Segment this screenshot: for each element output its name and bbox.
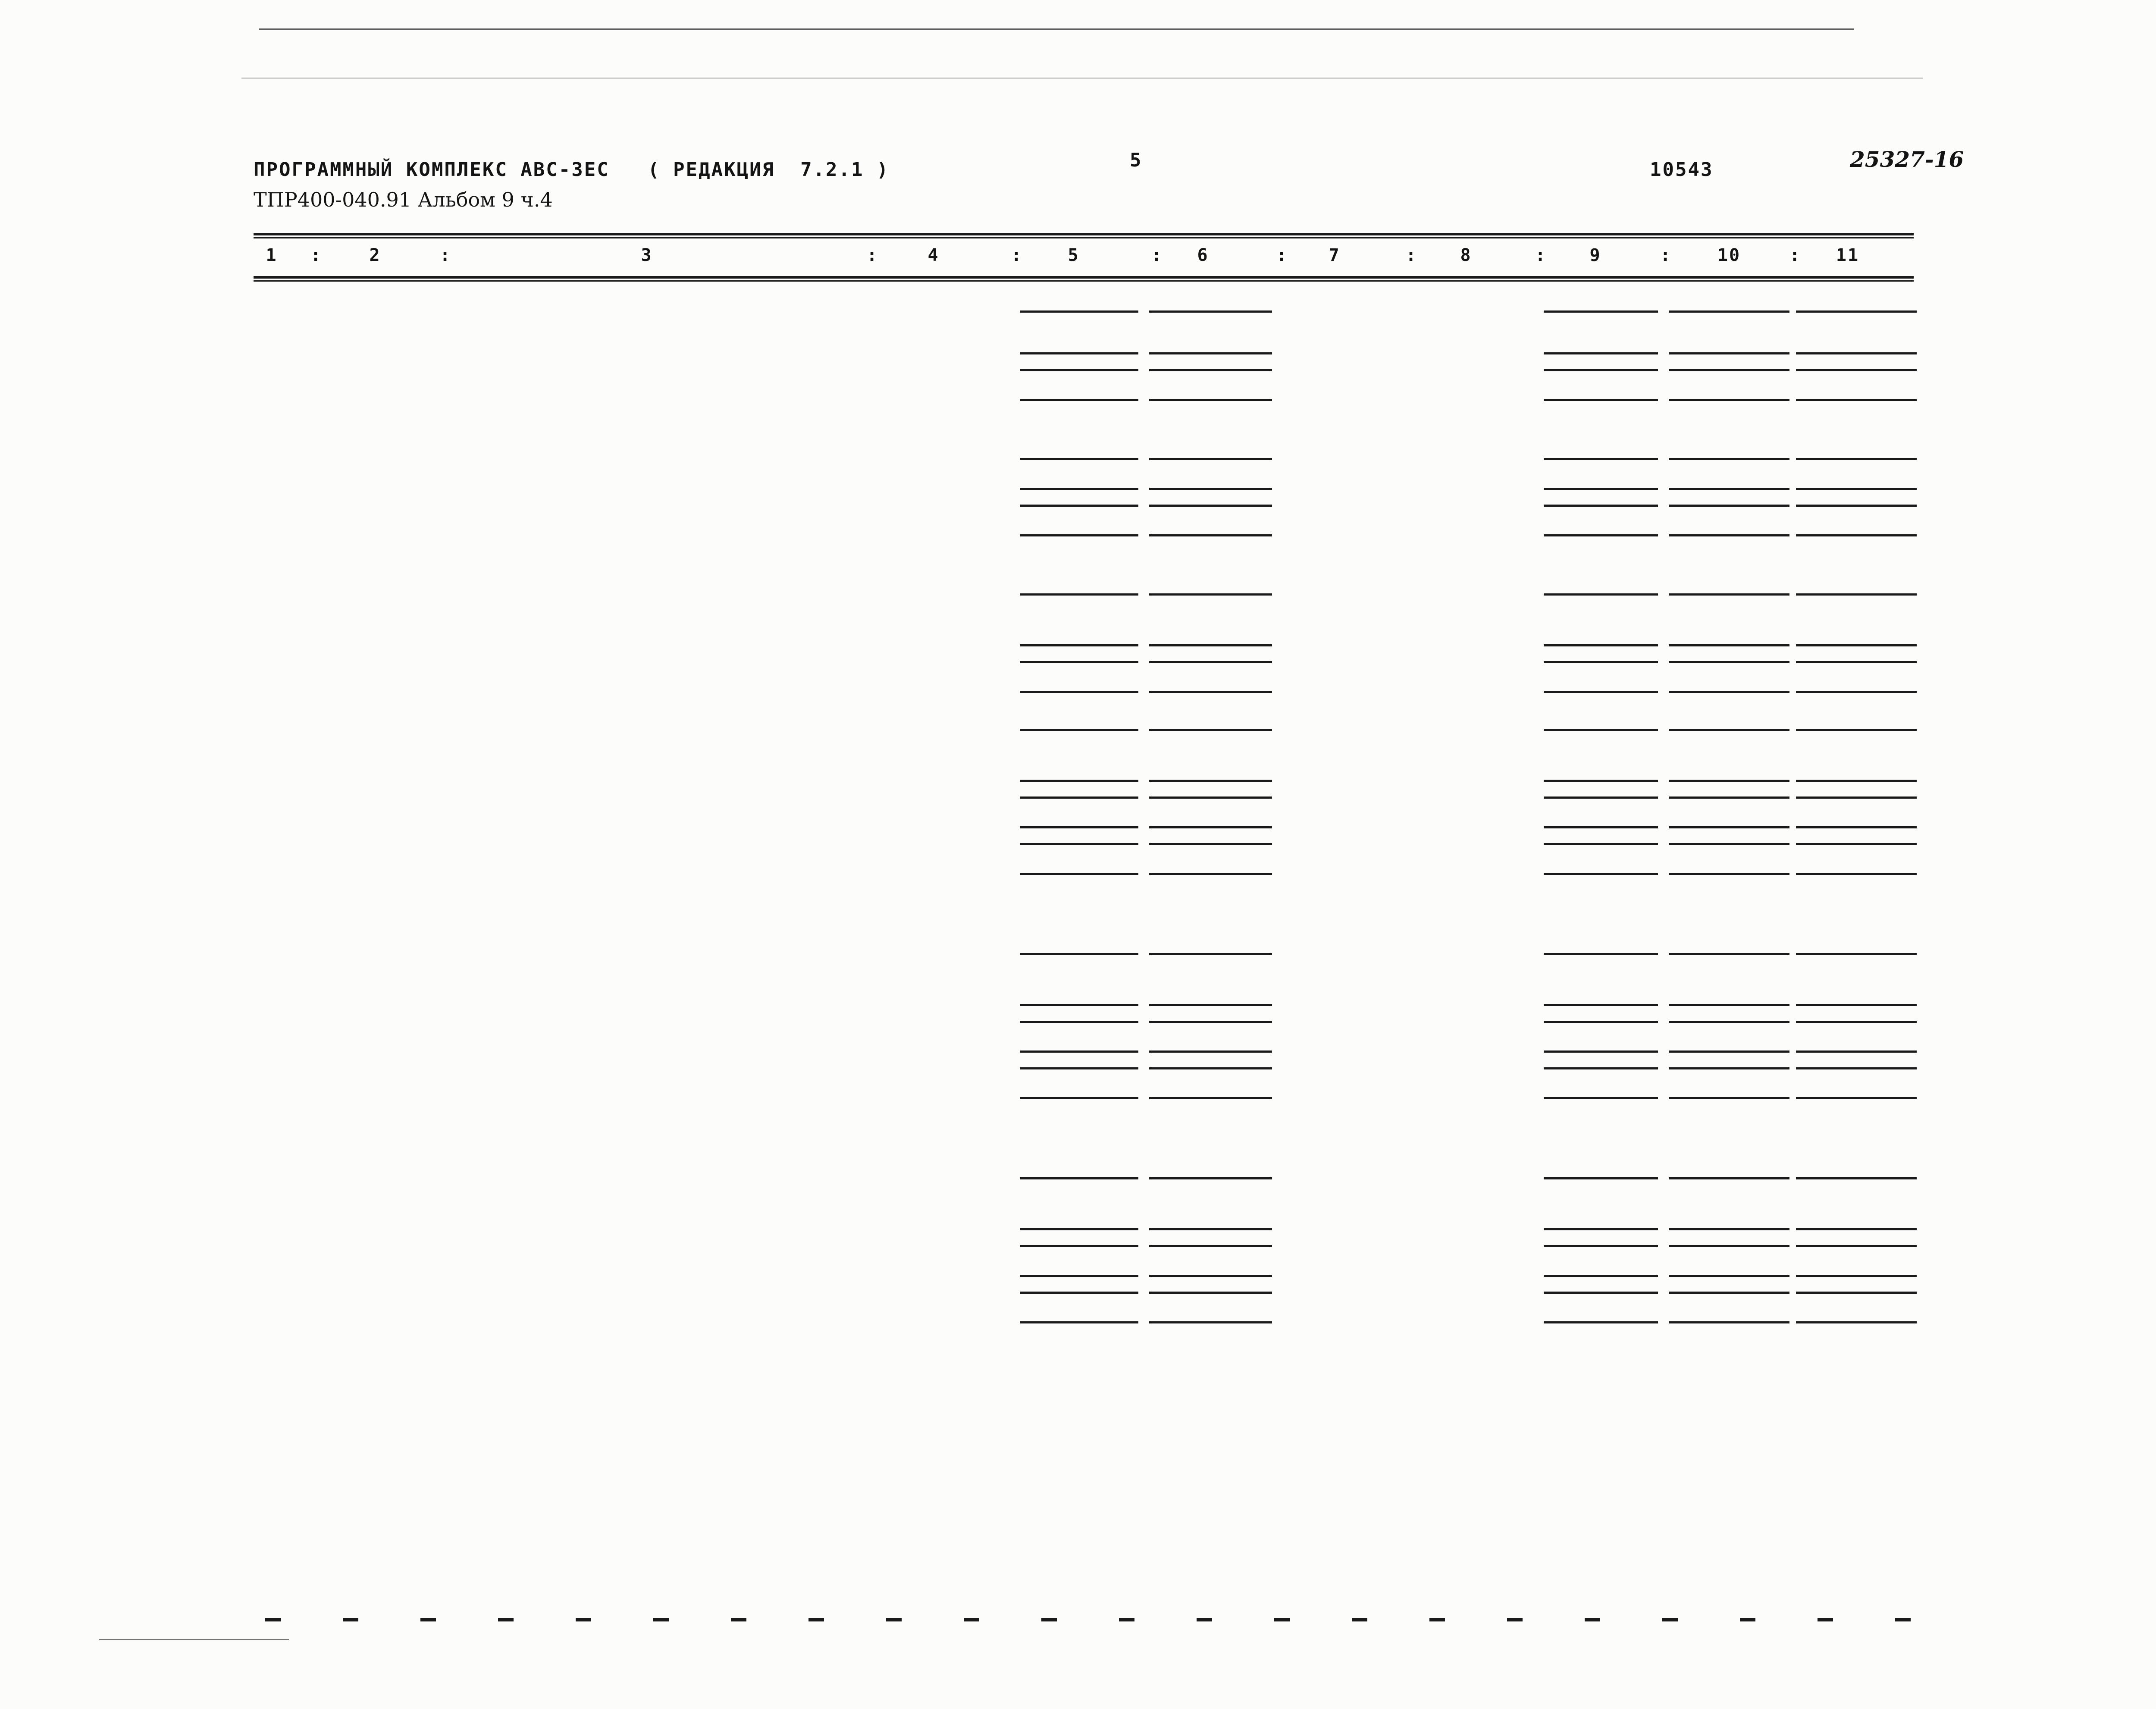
value-rule	[1796, 1292, 1917, 1294]
value-rule	[1669, 661, 1789, 663]
value-rule	[1149, 644, 1272, 646]
value-rule	[1149, 593, 1272, 596]
handwritten-stamp: 25327-16	[1850, 147, 1964, 172]
value-rule	[1796, 1021, 1917, 1023]
value-rule	[1669, 691, 1789, 693]
value-rule	[1669, 352, 1789, 354]
column-separator: :	[310, 245, 323, 265]
value-rule	[1544, 1050, 1658, 1053]
column-header: 9	[1589, 245, 1601, 265]
bottom-dash	[343, 1618, 358, 1621]
value-rule	[1796, 691, 1917, 693]
value-rule	[1669, 369, 1789, 371]
value-rule	[1796, 369, 1917, 371]
value-rule	[1149, 310, 1272, 313]
value-rule	[1796, 1321, 1917, 1323]
value-rule	[1020, 352, 1138, 354]
value-rule	[1020, 1177, 1138, 1179]
table-top-rule	[254, 237, 1914, 238]
value-rule	[1149, 843, 1272, 845]
value-rule	[1796, 873, 1917, 875]
value-rule	[1796, 780, 1917, 782]
value-rule	[1149, 458, 1272, 460]
program-line: ПРОГРАММНЫЙ КОМПЛЕКС АВС-3ЕС ( РЕДАКЦИЯ 7.2.1 )	[254, 159, 890, 181]
value-rule	[1020, 310, 1138, 313]
bottom-dash	[1818, 1618, 1833, 1621]
value-rule	[1669, 796, 1789, 799]
value-rule	[1149, 1004, 1272, 1006]
bottom-dash	[498, 1618, 514, 1621]
column-header: 3	[641, 245, 653, 265]
column-header: 11	[1836, 245, 1860, 265]
table-header-rule	[254, 276, 1914, 279]
value-rule	[1796, 1275, 1917, 1277]
scan-top-line	[259, 28, 1854, 30]
value-rule	[1544, 1228, 1658, 1230]
column-separator: :	[440, 245, 452, 265]
value-rule	[1796, 458, 1917, 460]
value-rule	[1544, 399, 1658, 401]
value-rule	[1796, 729, 1917, 731]
value-rule	[1796, 505, 1917, 507]
value-rule	[1020, 369, 1138, 371]
value-rule	[1544, 1321, 1658, 1323]
value-rule	[1669, 534, 1789, 536]
value-rule	[1669, 1097, 1789, 1099]
value-rule	[1020, 661, 1138, 663]
value-rule	[1796, 1228, 1917, 1230]
value-rule	[1149, 1067, 1272, 1069]
value-rule	[1796, 310, 1917, 313]
value-rule	[1020, 1321, 1138, 1323]
column-header: 7	[1329, 245, 1341, 265]
value-rule	[1020, 593, 1138, 596]
value-rule	[1544, 458, 1658, 460]
value-rule	[1796, 644, 1917, 646]
value-rule	[1020, 1021, 1138, 1023]
value-rule	[1020, 796, 1138, 799]
value-rule	[1149, 796, 1272, 799]
value-rule	[1544, 1067, 1658, 1069]
value-rule	[1669, 1004, 1789, 1006]
bottom-dash	[731, 1618, 746, 1621]
value-rule	[1149, 1097, 1272, 1099]
column-header: 4	[928, 245, 940, 265]
value-rule	[1020, 1067, 1138, 1069]
table-header-rule	[254, 280, 1914, 282]
value-rule	[1544, 796, 1658, 799]
value-rule	[1544, 644, 1658, 646]
column-header: 6	[1197, 245, 1209, 265]
value-rule	[1796, 1050, 1917, 1053]
value-rule	[1020, 1004, 1138, 1006]
bottom-dash	[1895, 1618, 1911, 1621]
value-rule	[1149, 661, 1272, 663]
bottom-dash	[420, 1618, 436, 1621]
column-separator: :	[1406, 245, 1418, 265]
value-rule	[1149, 780, 1272, 782]
value-rule	[1796, 1177, 1917, 1179]
value-rule	[1544, 1275, 1658, 1277]
value-rule	[1544, 953, 1658, 955]
value-rule	[1149, 488, 1272, 490]
value-rule	[1149, 1021, 1272, 1023]
value-rule	[1020, 505, 1138, 507]
bottom-dash	[653, 1618, 669, 1621]
value-rule	[1669, 399, 1789, 401]
value-rule	[1149, 1228, 1272, 1230]
value-rule	[1669, 1245, 1789, 1247]
value-rule	[1149, 691, 1272, 693]
value-rule	[1544, 1177, 1658, 1179]
value-rule	[1020, 843, 1138, 845]
bottom-dash	[1041, 1618, 1057, 1621]
column-header: 10	[1717, 245, 1741, 265]
bottom-dash	[265, 1618, 281, 1621]
value-rule	[1796, 534, 1917, 536]
bottom-dash	[1662, 1618, 1678, 1621]
value-rule	[1020, 534, 1138, 536]
value-rule	[1669, 780, 1789, 782]
value-rule	[1544, 661, 1658, 663]
value-rule	[1544, 1292, 1658, 1294]
value-rule	[1149, 534, 1272, 536]
value-rule	[1544, 505, 1658, 507]
value-rule	[1020, 691, 1138, 693]
value-rule	[1020, 729, 1138, 731]
bottom-dash	[1429, 1618, 1445, 1621]
bottom-dash	[1585, 1618, 1600, 1621]
value-rule	[1544, 780, 1658, 782]
value-rule	[1020, 953, 1138, 955]
value-rule	[1669, 593, 1789, 596]
value-rule	[1020, 1292, 1138, 1294]
value-rule	[1669, 826, 1789, 828]
value-rule	[1544, 1245, 1658, 1247]
value-rule	[1149, 505, 1272, 507]
value-rule	[1669, 505, 1789, 507]
value-rule	[1796, 488, 1917, 490]
value-rule	[1544, 826, 1658, 828]
bottom-dash	[1740, 1618, 1755, 1621]
value-rule	[1669, 1275, 1789, 1277]
bottom-dash	[886, 1618, 902, 1621]
table-top-rule	[254, 233, 1914, 235]
value-rule	[1544, 593, 1658, 596]
value-rule	[1544, 488, 1658, 490]
bottom-dash	[1507, 1618, 1523, 1621]
value-rule	[1669, 644, 1789, 646]
value-rule	[1669, 953, 1789, 955]
value-rule	[1544, 691, 1658, 693]
value-rule	[1544, 1021, 1658, 1023]
value-rule	[1669, 1292, 1789, 1294]
value-rule	[1796, 1245, 1917, 1247]
column-header: 2	[369, 245, 381, 265]
value-rule	[1020, 488, 1138, 490]
value-rule	[1544, 873, 1658, 875]
column-separator: :	[1011, 245, 1023, 265]
value-rule	[1669, 843, 1789, 845]
value-rule	[1020, 1050, 1138, 1053]
value-rule	[1544, 534, 1658, 536]
value-rule	[1796, 1004, 1917, 1006]
bottom-dash	[1352, 1618, 1367, 1621]
value-rule	[1020, 873, 1138, 875]
document-code: 10543	[1650, 159, 1714, 181]
column-separator: :	[867, 245, 879, 265]
value-rule	[1149, 399, 1272, 401]
value-rule	[1669, 729, 1789, 731]
column-separator: :	[1535, 245, 1547, 265]
value-rule	[1544, 352, 1658, 354]
bottom-dash	[808, 1618, 824, 1621]
bottom-dash	[1197, 1618, 1212, 1621]
column-separator: :	[1660, 245, 1672, 265]
value-rule	[1020, 780, 1138, 782]
value-rule	[1669, 458, 1789, 460]
value-rule	[1796, 661, 1917, 663]
bottom-dash	[1119, 1618, 1134, 1621]
column-header: 1	[266, 245, 278, 265]
value-rule	[1020, 826, 1138, 828]
page-number: 5	[1130, 149, 1143, 171]
value-rule	[1796, 1097, 1917, 1099]
column-separator: :	[1276, 245, 1288, 265]
value-rule	[1796, 843, 1917, 845]
value-rule	[1796, 352, 1917, 354]
value-rule	[1020, 1097, 1138, 1099]
value-rule	[1544, 1004, 1658, 1006]
value-rule	[1149, 1275, 1272, 1277]
value-rule	[1544, 310, 1658, 313]
value-rule	[1149, 1050, 1272, 1053]
value-rule	[1149, 1292, 1272, 1294]
value-rule	[1149, 1177, 1272, 1179]
value-rule	[1796, 593, 1917, 596]
value-rule	[1149, 729, 1272, 731]
column-header: 5	[1068, 245, 1080, 265]
value-rule	[1669, 1228, 1789, 1230]
document-title: ТПР400-040.91 Альбом 9 ч.4	[254, 188, 553, 211]
value-rule	[1149, 873, 1272, 875]
value-rule	[1669, 1177, 1789, 1179]
value-rule	[1020, 399, 1138, 401]
value-rule	[1669, 310, 1789, 313]
value-rule	[1796, 796, 1917, 799]
value-rule	[1544, 729, 1658, 731]
value-rule	[1544, 843, 1658, 845]
column-separator: :	[1789, 245, 1802, 265]
bottom-dash	[964, 1618, 979, 1621]
value-rule	[1544, 1097, 1658, 1099]
value-rule	[1149, 1321, 1272, 1323]
bottom-dash	[576, 1618, 591, 1621]
value-rule	[1669, 1050, 1789, 1053]
value-rule	[1020, 458, 1138, 460]
value-rule	[1020, 1275, 1138, 1277]
value-rule	[1669, 488, 1789, 490]
value-rule	[1669, 873, 1789, 875]
value-rule	[1020, 644, 1138, 646]
value-rule	[1020, 1245, 1138, 1247]
value-rule	[1669, 1021, 1789, 1023]
value-rule	[1149, 826, 1272, 828]
value-rule	[1149, 953, 1272, 955]
value-rule	[1669, 1321, 1789, 1323]
value-rule	[1796, 826, 1917, 828]
value-rule	[1669, 1067, 1789, 1069]
value-rule	[1796, 1067, 1917, 1069]
value-rule	[1544, 369, 1658, 371]
bottom-dash	[1274, 1618, 1290, 1621]
column-header: 8	[1460, 245, 1472, 265]
value-rule	[1149, 352, 1272, 354]
value-rule	[1796, 953, 1917, 955]
value-rule	[1020, 1228, 1138, 1230]
scan-bottom-line	[99, 1639, 289, 1640]
value-rule	[1149, 1245, 1272, 1247]
column-separator: :	[1151, 245, 1163, 265]
value-rule	[1796, 399, 1917, 401]
value-rule	[1149, 369, 1272, 371]
